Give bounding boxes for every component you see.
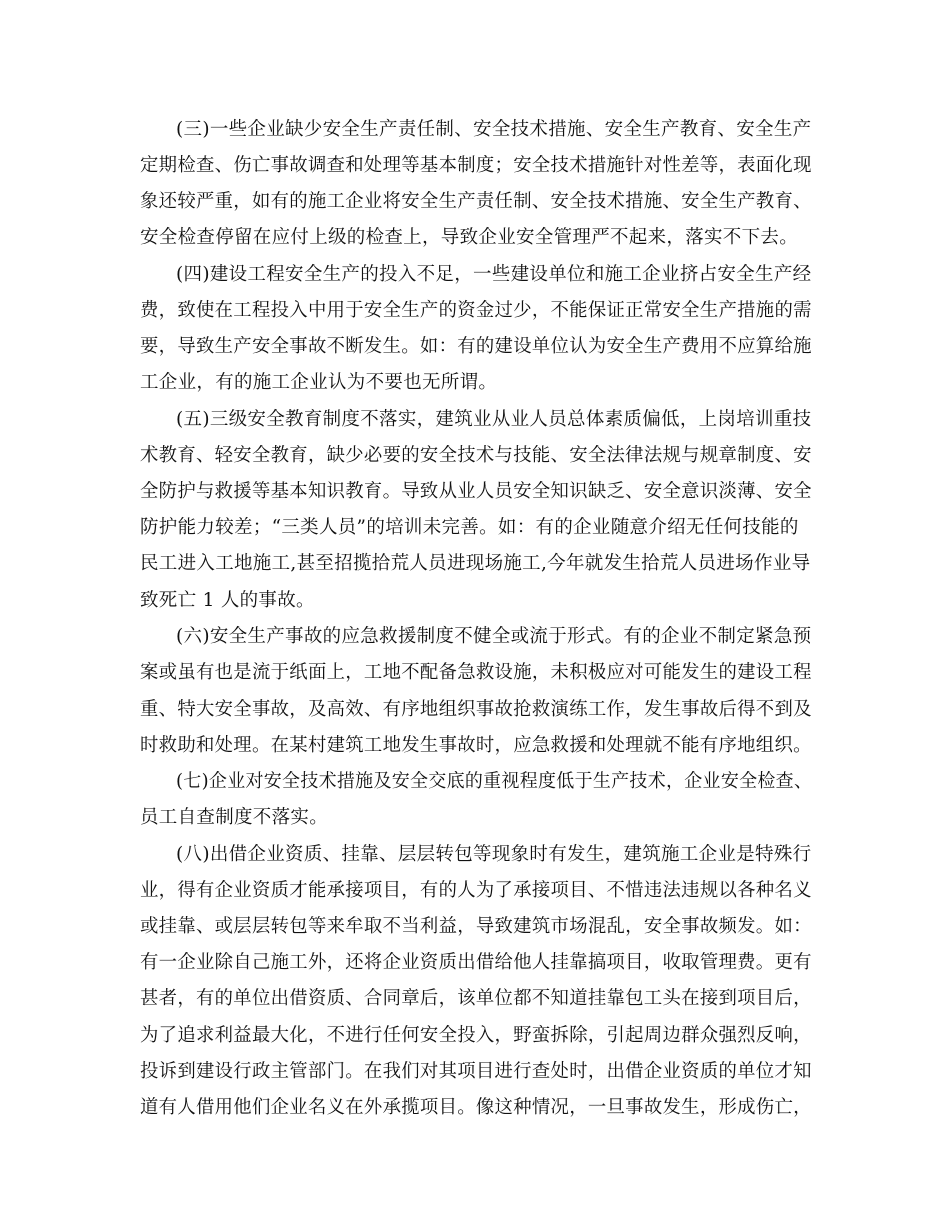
text-line: 或挂靠、或层层转包等来牟取不当利益，导致建筑市场混乱，安全事故频发。如： (140, 916, 812, 937)
text-line: 重、特大安全事故，及高效、有序地组织事故抢救演练工作，发生事故后得不到及 (140, 699, 812, 720)
text-line: 术教育、轻安全教育，缺少必要的安全技术与技能、安全法律法规与规章制度、安 (140, 445, 812, 466)
text-line: 致死亡 1 人的事故。 (140, 590, 315, 611)
text-line: 为了追求利益最大化，不进行任何安全投入，野蛮拆除，引起周边群众强烈反响， (140, 1025, 812, 1046)
text-line: 道有人借用他们企业名义在外承揽项目。像这种情况，一旦事故发生，形成伤亡， (140, 1097, 812, 1118)
text-line: (三)一些企业缺少安全生产责任制、安全技术措施、安全生产教育、安全生产 (176, 119, 812, 140)
text-line: (八)出借企业资质、挂靠、层层转包等现象时有发生，建筑施工企业是特殊行 (176, 844, 812, 865)
text-line: 业，得有企业资质才能承接项目，有的人为了承接项目、不惜违法违规以各种名义 (140, 880, 812, 901)
text-line: 象还较严重，如有的施工企业将安全生产责任制、安全技术措施、安全生产教育、 (140, 191, 812, 212)
text-line: 投诉到建设行政主管部门。在我们对其项目进行查处时，出借企业资质的单位才知 (140, 1061, 812, 1082)
text-line: 定期检查、伤亡事故调查和处理等基本制度；安全技术措施针对性差等，表面化现 (140, 155, 812, 176)
text-line: 甚者，有的单位出借资质、合同章后，该单位都不知道挂靠包工头在接到项目后， (140, 988, 812, 1009)
text-line: 工企业，有的施工企业认为不要也无所谓。 (140, 372, 498, 393)
text-line: 有一企业除自己施工外，还将企业资质出借给他人挂靠搞项目，收取管理费。更有 (140, 952, 812, 973)
text-line: 全防护与救援等基本知识教育。导致从业人员安全知识缺乏、安全意识淡薄、安全 (140, 481, 812, 502)
text-line: (四)建设工程安全生产的投入不足，一些建设单位和施工企业挤占安全生产经 (176, 264, 812, 285)
text-line: (六)安全生产事故的应急救援制度不健全或流于形式。有的企业不制定紧急预 (176, 626, 812, 647)
text-line: (七)企业对安全技术措施及安全交底的重视程度低于生产技术，企业安全检查、 (176, 771, 813, 792)
text-line: 民工进入工地施工,甚至招揽拾荒人员进现场施工,今年就发生拾荒人员进场作业导 (140, 553, 811, 574)
text-line: 安全检查停留在应付上级的检查上，导致企业安全管理严不起来，落实不下去。 (140, 227, 799, 248)
text-line: 案或虽有也是流于纸面上，工地不配备急救设施，未积极应对可能发生的建设工程 (140, 662, 812, 683)
text-line: 要，导致生产安全事故不断发生。如：有的建设单位认为安全生产费用不应算给施 (140, 336, 812, 357)
text-line: 时救助和处理。在某村建筑工地发生事故时，应急救援和处理就不能有序地组织。 (140, 735, 812, 756)
text-line: 员工自查制度不落实。 (140, 807, 329, 828)
text-line: (五)三级安全教育制度不落实，建筑业从业人员总体素质偏低，上岗培训重技 (176, 409, 812, 430)
text-line: 防护能力较差；“三类人员”的培训未完善。如：有的企业随意介绍无任何技能的 (140, 517, 799, 538)
text-line: 费，致使在工程投入中用于安全生产的资金过少，不能保证正常安全生产措施的需 (140, 300, 812, 321)
